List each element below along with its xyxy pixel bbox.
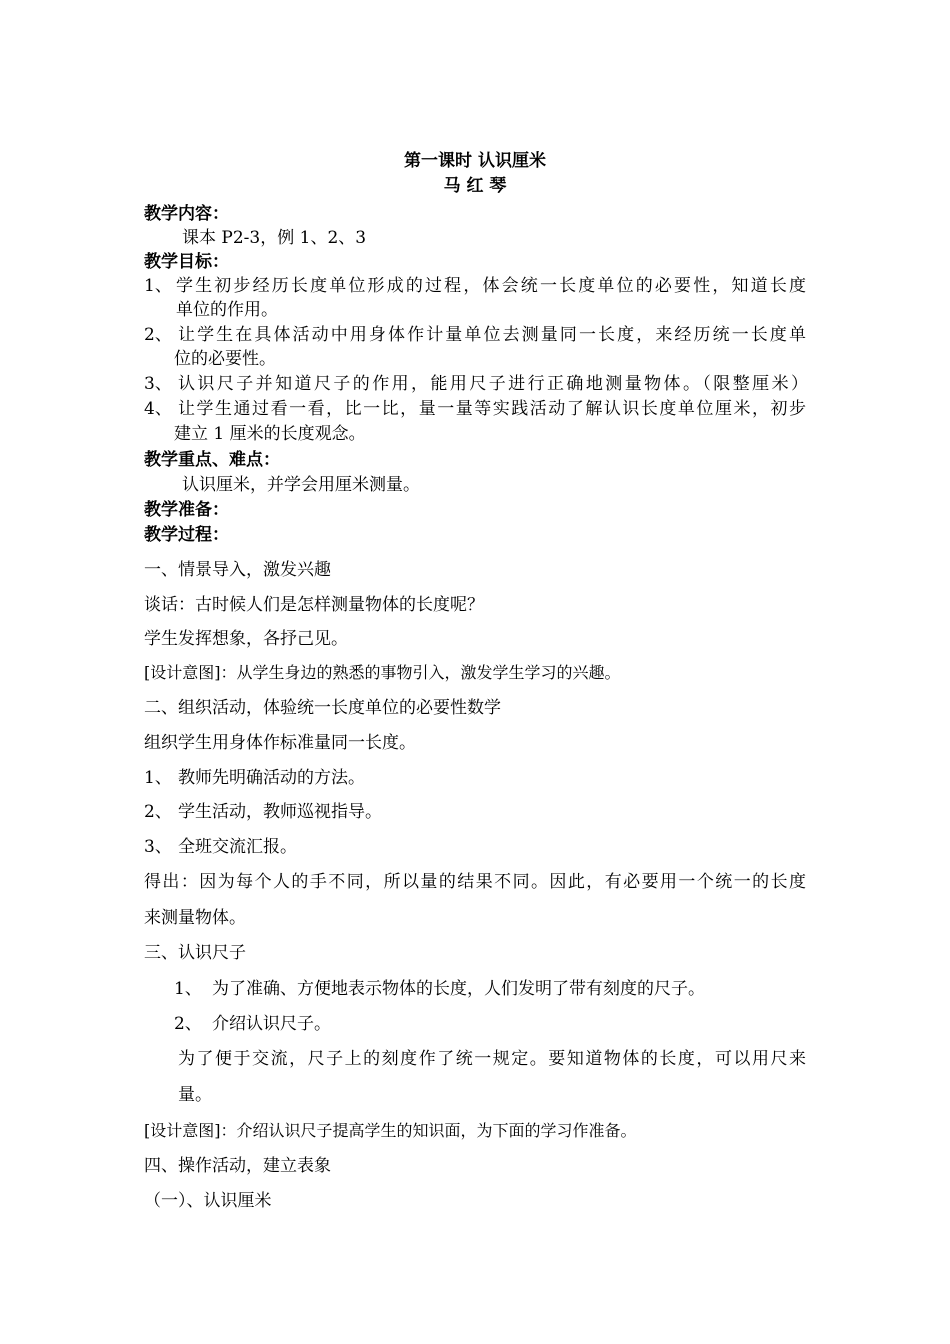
key-points-text: 认识厘米，并学会用厘米测量。 <box>182 475 420 495</box>
objective-2-line1: 让学生在具体活动中用身体作计量单位去测量同一长度，来经历统一长度单 <box>178 325 806 345</box>
objective-4-number: 4、 <box>144 399 172 419</box>
part3-title: 三、认识尺子 <box>144 943 246 963</box>
part3-detail-line2: 量。 <box>178 1085 212 1105</box>
part4-title: 四、操作活动，建立表象 <box>144 1156 331 1176</box>
part2-intro: 组织学生用身体作标准量同一长度。 <box>144 733 416 753</box>
part2-title: 二、组织活动，体验统一长度单位的必要性数学 <box>144 698 501 718</box>
author-name: 马 红 琴 <box>443 176 507 196</box>
objective-3-line1: 认识尺子并知道尺子的作用，能用尺子进行正确地测量物体。（限整厘米） <box>178 374 808 394</box>
part3-step-1-text: 为了准确、方便地表示物体的长度，人们发明了带有刻度的尺子。 <box>212 979 705 999</box>
teaching-content-text: 课本 P2-3，例 1、2、3 <box>182 228 367 248</box>
lesson-title: 第一课时 认识厘米 <box>404 151 546 171</box>
part2-conclusion-line2: 来测量物体。 <box>144 908 246 928</box>
teaching-content-heading: 教学内容： <box>144 204 229 224</box>
part2-step-3-text: 全班交流汇报。 <box>178 837 297 857</box>
objective-2-line2: 位的必要性。 <box>174 349 276 369</box>
part1-title: 一、情景导入，激发兴趣 <box>144 560 331 580</box>
part2-conclusion-line1: 得出：因为每个人的手不同，所以量的结果不同。因此，有必要用一个统一的长度 <box>144 872 806 892</box>
objective-1-line2: 单位的作用。 <box>176 300 278 320</box>
preparation-heading: 教学准备： <box>144 500 229 520</box>
part3-step-2-number: 2、 <box>174 1014 202 1034</box>
process-heading: 教学过程： <box>144 525 229 545</box>
objective-3-number: 3、 <box>144 374 172 394</box>
teaching-objectives-heading: 教学目标： <box>144 252 229 272</box>
key-points-heading: 教学重点、难点： <box>144 450 280 470</box>
objective-4-line1: 让学生通过看一看，比一比，量一量等实践活动了解认识长度单位厘米，初步 <box>178 399 806 419</box>
part2-step-2-number: 2、 <box>144 802 172 822</box>
part3-detail-line1: 为了便于交流，尺子上的刻度作了统一规定。要知道物体的长度，可以用尺来 <box>178 1049 806 1069</box>
part2-step-1-text: 教师先明确活动的方法。 <box>178 768 365 788</box>
part2-step-2-text: 学生活动，教师巡视指导。 <box>178 802 382 822</box>
part2-step-1-number: 1、 <box>144 768 172 788</box>
objective-1-line1: 学生初步经历长度单位形成的过程，体会统一长度单位的必要性，知道长度 <box>176 276 806 296</box>
part2-step-3-number: 3、 <box>144 837 172 857</box>
part3-step-2-text: 介绍认识尺子。 <box>212 1014 331 1034</box>
part1-student: 学生发挥想象，各抒己见。 <box>144 629 348 649</box>
part1-talk: 谈话：古时候人们是怎样测量物体的长度呢？ <box>144 595 484 615</box>
part4-subsection: （一）、认识厘米 <box>144 1191 272 1211</box>
objective-4-line2: 建立 1 厘米的长度观念。 <box>174 424 366 444</box>
part1-design-intent: [设计意图]：从学生身边的熟悉的事物引入，激发学生学习的兴趣。 <box>144 663 621 682</box>
part3-design-intent: [设计意图]：介绍认识尺子提高学生的知识面，为下面的学习作准备。 <box>144 1121 637 1140</box>
objective-1-number: 1、 <box>144 276 172 296</box>
objective-2-number: 2、 <box>144 325 172 345</box>
part3-step-1-number: 1、 <box>174 979 202 999</box>
